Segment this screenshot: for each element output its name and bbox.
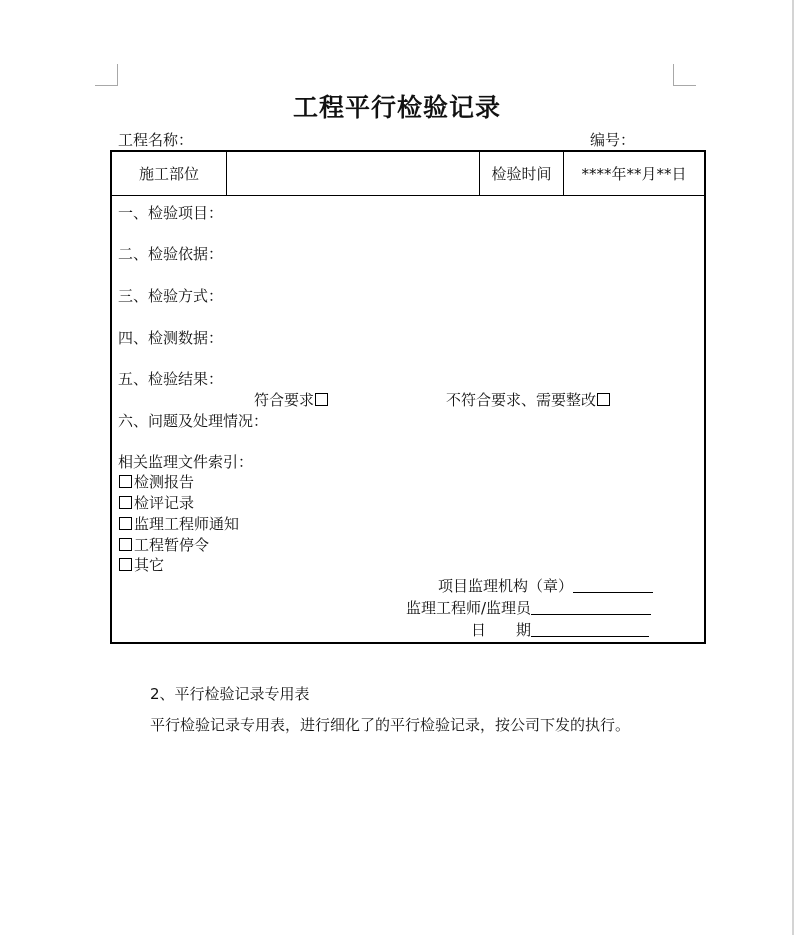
inspection-method-label: 三、检验方式： [118, 287, 224, 305]
nonconform-option[interactable] [446, 390, 612, 410]
evaluation-record-label: 检评记录 [134, 494, 195, 512]
crop-mark-top-right [673, 64, 696, 86]
conform-checkbox[interactable] [315, 393, 328, 406]
body-paragraph: 平行检验记录专用表，进行细化了的平行检验记录，按公司下发的执行。 [150, 716, 631, 734]
inspection-time-label-cell: 检验时间 [480, 152, 564, 195]
section-heading: 2、平行检验记录专用表 [150, 685, 310, 703]
supervision-agency-row [438, 576, 653, 596]
engineer-notice-checkbox[interactable] [119, 517, 132, 530]
other-checkbox[interactable] [119, 558, 132, 571]
conform-option[interactable] [254, 390, 330, 410]
test-data-label: 四、检测数据： [118, 329, 224, 347]
reference-option-work-suspension[interactable] [118, 535, 209, 555]
sign-date-row [471, 620, 649, 640]
reference-heading: 相关监理文件索引： [118, 453, 254, 471]
form-header-row [112, 152, 704, 196]
work-suspension-label: 工程暂停令 [134, 536, 210, 554]
sign-date-label: 日 期 [471, 621, 532, 639]
section-value-cell[interactable] [227, 152, 480, 195]
reference-option-engineer-notice[interactable] [118, 514, 239, 534]
issues-handling-label: 六、问题及处理情况： [118, 412, 269, 430]
sign-date-field[interactable] [531, 620, 649, 637]
supervising-engineer-row [406, 598, 651, 618]
reference-option-evaluation-record[interactable] [118, 493, 194, 513]
section-label-cell: 施工部位 [112, 152, 227, 195]
supervising-engineer-label: 监理工程师/监理员 [406, 599, 532, 617]
inspection-basis-label: 二、检验依据： [118, 245, 224, 263]
reference-option-other[interactable] [118, 555, 164, 575]
work-suspension-checkbox[interactable] [119, 538, 132, 551]
inspection-form-table [110, 150, 706, 644]
inspection-time-value-cell[interactable]: ****年**月**日 [581, 165, 687, 183]
test-report-checkbox[interactable] [119, 475, 132, 488]
reference-option-test-report[interactable] [118, 472, 194, 492]
inspection-item-label: 一、检验项目： [118, 204, 224, 222]
nonconform-label: 不符合要求、需要整改 [446, 391, 597, 409]
supervising-engineer-field[interactable] [531, 598, 651, 615]
test-report-label: 检测报告 [134, 473, 195, 491]
supervision-agency-field[interactable] [573, 576, 653, 593]
engineer-notice-label: 监理工程师通知 [134, 515, 240, 533]
project-name-label: 工程名称： [118, 131, 194, 149]
crop-mark-top-left [95, 64, 118, 86]
conform-label: 符合要求 [254, 391, 315, 409]
serial-number-label: 编号： [590, 131, 636, 149]
other-label: 其它 [134, 556, 165, 574]
inspection-result-label: 五、检验结果： [118, 370, 224, 388]
evaluation-record-checkbox[interactable] [119, 496, 132, 509]
nonconform-checkbox[interactable] [597, 393, 610, 406]
supervision-agency-label: 项目监理机构（章） [438, 577, 574, 595]
document-title: 工程平行检验记录 [292, 93, 501, 122]
